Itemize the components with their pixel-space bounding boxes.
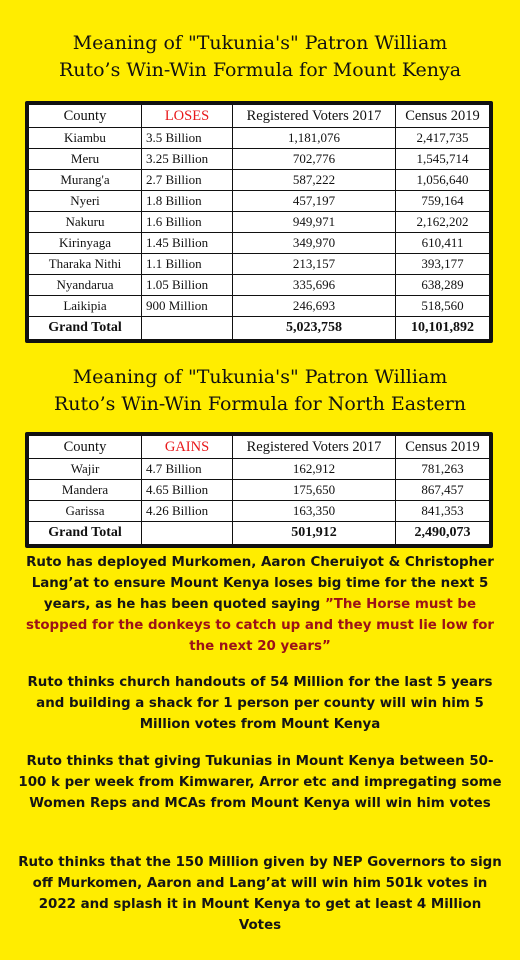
table-header-row [29,105,490,128]
cell-registered-voters: 587,222 [233,170,396,191]
paragraph-church-handouts: Ruto thinks church handouts of 54 Million for the last 5 years and building a shack for 1 person per county will win him 5 Million votes from Mount Kenya [27,675,493,732]
table-row [29,254,490,275]
cell-census: 2,162,202 [396,212,490,233]
paragraph-tukunias: Ruto thinks that giving Tukunias in Mount Kenya between 50-100 k per week from Kimwarer, Arror etc and impregating some Women Reps and MCAs from Mount Kenya will win him votes [18,754,502,811]
cell-census: 638,289 [396,275,490,296]
column-header-gains: GAINS [142,436,233,459]
cell-amount: 1.6 Billion [142,212,233,233]
cell-amount: 2.7 Billion [142,170,233,191]
column-header-loses: LOSES [142,105,233,128]
cell-registered-voters: 702,776 [233,149,396,170]
paragraph-deployment-text: Ruto has deployed Murkomen, Aaron Cheruiyot & Christopher Lang’at to ensure Mount Kenya loses big time for the next 5 years, as he has been quoted saying [26,555,494,612]
cell-county: Murang'a [29,170,142,191]
paragraph-nep-governors: Ruto thinks that the 150 Million given by NEP Governors to sign off Murkomen, Aaron and Lang’at will win him 501k votes in 2022 and splash it in Mount Kenya to get at least 4 Million Votes [18,855,502,933]
cell-registered-voters: 949,971 [233,212,396,233]
mount-kenya-table [25,101,493,343]
cell-census: 393,177 [396,254,490,275]
north-eastern-title-line1: Meaning of "Tukunia's" Patron William [72,366,448,388]
cell-county: Garissa [29,501,142,522]
cell-county: Nyandarua [29,275,142,296]
cell-county: Mandera [29,480,142,501]
cell-registered-voters: 163,350 [233,501,396,522]
cell-county: Laikipia [29,296,142,317]
cell-census: 759,164 [396,191,490,212]
column-header-census: Census 2019 [396,436,490,459]
cell-county: Nyeri [29,191,142,212]
cell-census: 867,457 [396,480,490,501]
paragraph-deployment [18,552,502,657]
total-cell-amount [142,317,233,340]
cell-census: 610,411 [396,233,490,254]
table-row [29,212,490,233]
cell-amount: 4.65 Billion [142,480,233,501]
cell-amount: 4.7 Billion [142,459,233,480]
cell-county: Kiambu [29,128,142,149]
mount-kenya-title-line1: Meaning of "Tukunia's" Patron William [72,32,448,54]
grand-total-row [29,522,490,545]
cell-registered-voters: 349,970 [233,233,396,254]
cell-amount: 1.8 Billion [142,191,233,212]
cell-census: 781,263 [396,459,490,480]
table-row [29,480,490,501]
cell-registered-voters: 1,181,076 [233,128,396,149]
cell-census: 518,560 [396,296,490,317]
column-header-registered-voters: Registered Voters 2017 [233,436,396,459]
cell-county: Meru [29,149,142,170]
total-cell-registered-voters: 501,912 [233,522,396,545]
cell-census: 1,056,640 [396,170,490,191]
cell-amount: 1.05 Billion [142,275,233,296]
table-row [29,149,490,170]
north-eastern-title-line2: Ruto’s Win-Win Formula for North Eastern [53,393,467,415]
mount-kenya-heading [0,30,520,84]
cell-amount: 3.25 Billion [142,149,233,170]
table-row [29,501,490,522]
column-header-registered-voters: Registered Voters 2017 [233,105,396,128]
cell-registered-voters: 335,696 [233,275,396,296]
table-row [29,296,490,317]
total-cell-census: 10,101,892 [396,317,490,340]
table-row [29,233,490,254]
cell-census: 2,417,735 [396,128,490,149]
total-cell-census: 2,490,073 [396,522,490,545]
table-row [29,275,490,296]
cell-census: 841,353 [396,501,490,522]
cell-registered-voters: 175,650 [233,480,396,501]
cell-county: Wajir [29,459,142,480]
table-header-row [29,436,490,459]
table-row [29,459,490,480]
total-cell-county: Grand Total [29,522,142,545]
cell-registered-voters: 162,912 [233,459,396,480]
cell-amount: 1.45 Billion [142,233,233,254]
cell-amount: 1.1 Billion [142,254,233,275]
column-header-county: County [29,436,142,459]
mount-kenya-title-line2: Ruto’s Win-Win Formula for Mount Kenya [58,59,462,81]
cell-census: 1,545,714 [396,149,490,170]
grand-total-row [29,317,490,340]
table-row [29,191,490,212]
column-header-county: County [29,105,142,128]
total-cell-registered-voters: 5,023,758 [233,317,396,340]
cell-amount: 4.26 Billion [142,501,233,522]
cell-registered-voters: 457,197 [233,191,396,212]
north-eastern-heading [0,364,520,418]
horse-quote: ”The Horse must be stopped for the donkeys to catch up and they must lie low for the next 20 years” [25,597,494,654]
cell-amount: 3.5 Billion [142,128,233,149]
cell-registered-voters: 213,157 [233,254,396,275]
cell-county: Tharaka Nithi [29,254,142,275]
table-row [29,170,490,191]
total-cell-amount [142,522,233,545]
column-header-census: Census 2019 [396,105,490,128]
cell-county: Nakuru [29,212,142,233]
cell-county: Kirinyaga [29,233,142,254]
total-cell-county: Grand Total [29,317,142,340]
cell-amount: 900 Million [142,296,233,317]
north-eastern-table [25,432,493,548]
cell-registered-voters: 246,693 [233,296,396,317]
table-row [29,128,490,149]
